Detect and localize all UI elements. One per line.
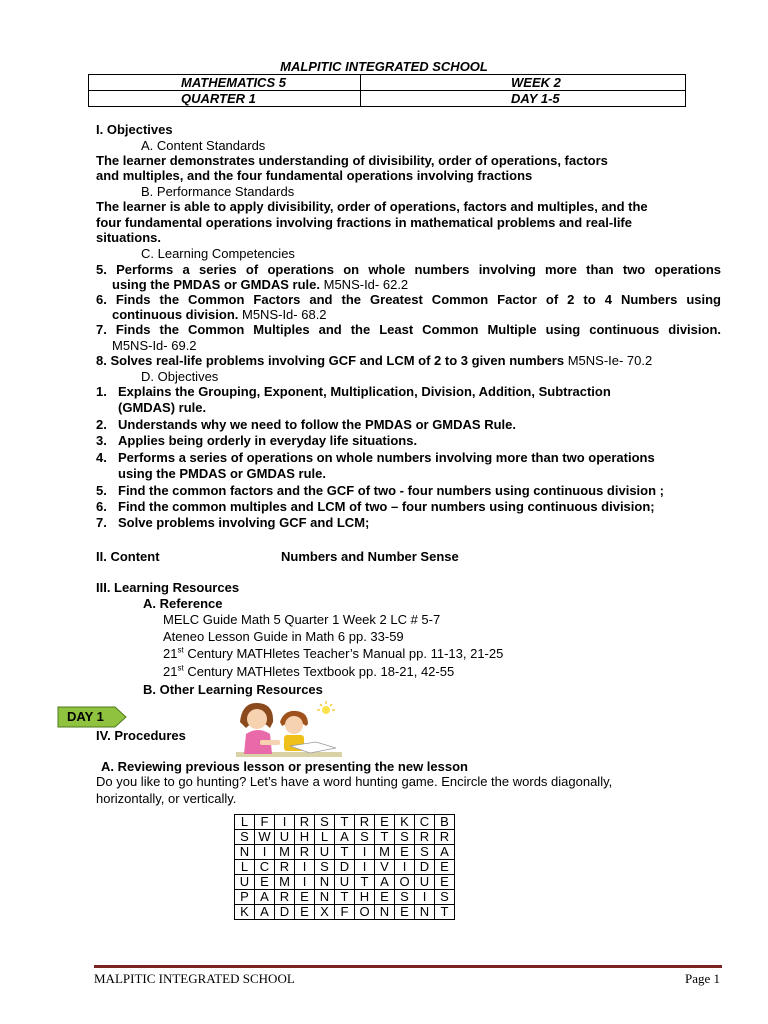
objective-5: Find the common factors and the GCF of two - four numbers using continuous division ; [118, 483, 664, 498]
objective-3-number: 3. [96, 433, 107, 448]
objectives-d-label: D. Objectives [141, 369, 219, 384]
grid-cell[interactable]: M [275, 845, 295, 860]
content-value: Numbers and Number Sense [281, 549, 459, 564]
competency-7-code: M5NS-Id- 69.2 [112, 338, 197, 353]
resources-heading: III. Learning Resources [96, 580, 240, 595]
reference-3 [163, 646, 503, 661]
school-title: MALPITIC INTEGRATED SCHOOL [280, 59, 488, 74]
content-standards-line-2: and multiples, and the four fundamental operations involving fractions [96, 168, 533, 183]
grid-cell[interactable]: T [335, 815, 355, 830]
grid-row [235, 875, 455, 890]
reference-2: Ateneo Lesson Guide in Math 6 pp. 33-59 [163, 629, 404, 644]
reference-4-num: 21 [163, 664, 178, 679]
reference-4 [163, 664, 454, 679]
grid-cell[interactable]: I [355, 845, 375, 860]
grid-cell[interactable]: R [275, 860, 295, 875]
competency-5-line-1: 5. Performs a series of operations on whole numbers involving more than two operations [96, 262, 721, 277]
grid-cell[interactable]: E [375, 890, 395, 905]
grid-cell[interactable]: R [275, 890, 295, 905]
grid-cell[interactable]: D [335, 860, 355, 875]
objective-6-number: 6. [96, 499, 107, 514]
objective-4-line-1: Performs a series of operations on whole numbers involving more than two operations [118, 450, 655, 465]
subject-cell: MATHEMATICS 5 [89, 75, 361, 91]
objectives-heading: I. Objectives [96, 122, 173, 137]
grid-cell[interactable]: A [375, 875, 395, 890]
performance-line-2: four fundamental operations involving fractions in mathematical problems and real-life [96, 215, 632, 230]
grid-cell[interactable]: A [255, 905, 275, 920]
footer-rule [94, 965, 722, 968]
footer-page-number: Page 1 [684, 971, 720, 986]
grid-cell[interactable]: H [295, 830, 315, 845]
reference-1: MELC Guide Math 5 Quarter 1 Week 2 LC # 5-7 [163, 612, 441, 627]
performance-line-3: situations. [96, 230, 162, 245]
competency-5-text: using the PMDAS or GMDAS rule. [112, 277, 321, 292]
word-hunt-grid [234, 814, 455, 920]
grid-cell[interactable]: E [395, 845, 415, 860]
reference-label: A. Reference [143, 596, 223, 611]
day-badge [57, 706, 127, 728]
grid-cell[interactable]: I [295, 875, 315, 890]
grid-cell[interactable]: E [295, 890, 315, 905]
grid-cell[interactable]: E [435, 875, 455, 890]
competency-6-line-2 [112, 307, 327, 322]
grid-row [235, 830, 455, 845]
grid-cell[interactable]: X [315, 905, 335, 920]
grid-cell[interactable]: F [335, 905, 355, 920]
grid-cell[interactable]: A [335, 830, 355, 845]
grid-cell[interactable]: E [255, 875, 275, 890]
grid-cell[interactable]: C [255, 860, 275, 875]
objective-2-number: 2. [96, 417, 107, 432]
objective-3: Applies being orderly in everyday life situations. [118, 433, 418, 448]
objective-5-number: 5. [96, 483, 107, 498]
objective-6: Find the common multiples and LCM of two – four numbers using continuous division; [118, 499, 655, 514]
reference-3-text: Century MATHletes Teacher’s Manual pp. 11-13, 21-25 [183, 646, 504, 661]
competency-5-line-2 [112, 277, 408, 292]
quarter-cell: QUARTER 1 [89, 91, 361, 107]
grid-cell[interactable]: I [395, 860, 415, 875]
competency-8-code: M5NS-Ie- 70.2 [564, 353, 653, 368]
objective-4-number: 4. [96, 450, 107, 465]
competency-8-line [96, 353, 652, 368]
grid-cell[interactable]: E [295, 905, 315, 920]
competency-7-line-1: 7. Finds the Common Multiples and the Least Common Multiple using continuous division. [96, 322, 721, 337]
grid-cell[interactable]: T [335, 845, 355, 860]
grid-cell[interactable]: E [435, 860, 455, 875]
grid-cell[interactable]: W [255, 830, 275, 845]
grid-cell[interactable]: D [415, 860, 435, 875]
day-badge-label: DAY 1 [67, 709, 104, 724]
grid-cell[interactable]: I [255, 845, 275, 860]
competency-6-code: M5NS-Id- 68.2 [238, 307, 327, 322]
grid-cell[interactable]: S [395, 830, 415, 845]
grid-cell[interactable]: R [295, 845, 315, 860]
grid-cell[interactable]: U [315, 845, 335, 860]
grid-cell[interactable]: C [415, 815, 435, 830]
content-standards-line-1: The learner demonstrates understanding of divisibility, order of operations, factors [96, 153, 608, 168]
grid-cell[interactable]: L [235, 815, 255, 830]
objective-1-number: 1. [96, 384, 107, 399]
competency-6-line-1: 6. Finds the Common Factors and the Greatest Common Factor of 2 to 4 Numbers using [96, 292, 721, 307]
objective-2: Understands why we need to follow the PMDAS or GMDAS Rule. [118, 417, 516, 432]
reference-3-sup: st [177, 645, 184, 655]
objective-1-line-2: (GMDAS) rule. [118, 400, 207, 415]
grid-row [235, 845, 455, 860]
grid-cell[interactable]: P [235, 890, 255, 905]
grid-cell[interactable]: V [375, 860, 395, 875]
grid-row [235, 815, 455, 830]
procedure-intro-line-1: Do you like to go hunting? Let’s have a word hunting game. Encircle the words diagonally, [96, 774, 613, 789]
grid-cell[interactable]: U [415, 875, 435, 890]
competency-8-text: 8. Solves real-life problems involving GCF and LCM of 2 to 3 given numbers [96, 353, 565, 368]
grid-cell[interactable]: S [315, 860, 335, 875]
performance-standards-label: B. Performance Standards [141, 184, 295, 199]
grid-cell[interactable]: R [435, 830, 455, 845]
content-heading: II. Content [96, 549, 160, 564]
content-standards-label: A. Content Standards [141, 138, 266, 153]
grid-cell[interactable]: N [375, 905, 395, 920]
grid-cell[interactable]: M [275, 875, 295, 890]
grid-row [235, 860, 455, 875]
reference-4-text: Century MATHletes Textbook pp. 18-21, 42-55 [183, 664, 455, 679]
grid-cell[interactable]: E [395, 905, 415, 920]
grid-cell[interactable]: O [355, 905, 375, 920]
grid-cell[interactable]: R [355, 815, 375, 830]
grid-cell[interactable]: H [355, 890, 375, 905]
footer-school: MALPITIC INTEGRATED SCHOOL [94, 971, 295, 986]
grid-cell[interactable]: A [435, 845, 455, 860]
grid-cell[interactable]: L [315, 830, 335, 845]
grid-cell[interactable]: F [255, 815, 275, 830]
objective-1-line-1: Explains the Grouping, Exponent, Multiplication, Division, Addition, Subtraction [118, 384, 611, 399]
grid-cell[interactable]: I [415, 890, 435, 905]
grid-cell[interactable]: R [295, 815, 315, 830]
reference-4-sup: st [177, 663, 184, 673]
competency-6-text: continuous division. [112, 307, 239, 322]
grid-cell[interactable]: A [255, 890, 275, 905]
procedures-heading: IV. Procedures [96, 728, 186, 743]
grid-row [235, 890, 455, 905]
grid-cell[interactable]: S [235, 830, 255, 845]
objective-4-line-2: using the PMDAS or GMDAS rule. [118, 466, 327, 481]
objective-7: Solve problems involving GCF and LCM; [118, 515, 370, 530]
grid-cell[interactable]: K [395, 815, 415, 830]
grid-cell[interactable]: I [275, 815, 295, 830]
reference-3-num: 21 [163, 646, 178, 661]
grid-cell[interactable]: M [375, 845, 395, 860]
grid-cell[interactable]: L [235, 860, 255, 875]
grid-cell[interactable]: E [375, 815, 395, 830]
mother-child-illustration-icon [236, 700, 342, 758]
grid-cell[interactable]: T [435, 905, 455, 920]
grid-cell[interactable]: D [275, 905, 295, 920]
grid-cell[interactable]: R [415, 830, 435, 845]
grid-cell[interactable]: U [235, 875, 255, 890]
grid-row [235, 905, 455, 920]
grid-cell[interactable]: U [275, 830, 295, 845]
other-resources-label: B. Other Learning Resources [143, 682, 323, 697]
grid-cell[interactable]: I [295, 860, 315, 875]
grid-cell[interactable]: T [355, 875, 375, 890]
grid-cell[interactable]: T [375, 830, 395, 845]
grid-cell[interactable]: I [355, 860, 375, 875]
grid-cell[interactable]: N [315, 890, 335, 905]
grid-cell[interactable]: N [315, 875, 335, 890]
grid-cell[interactable]: T [335, 890, 355, 905]
grid-cell[interactable]: S [435, 890, 455, 905]
grid-cell[interactable]: S [315, 815, 335, 830]
objective-7-number: 7. [96, 515, 107, 530]
grid-cell[interactable]: K [235, 905, 255, 920]
grid-cell[interactable]: B [435, 815, 455, 830]
grid-cell[interactable]: N [235, 845, 255, 860]
week-cell: WEEK 2 [361, 75, 686, 91]
grid-cell[interactable]: S [415, 845, 435, 860]
grid-cell[interactable]: N [415, 905, 435, 920]
procedure-a-label: A. Reviewing previous lesson or presenting the new lesson [101, 759, 468, 774]
grid-cell[interactable]: S [395, 890, 415, 905]
grid-cell[interactable]: U [335, 875, 355, 890]
header-table [88, 74, 686, 107]
procedure-intro-line-2: horizontally, or vertically. [96, 791, 237, 806]
days-cell: DAY 1-5 [361, 91, 686, 107]
performance-line-1: The learner is able to apply divisibility, order of operations, factors and multiples, and the [96, 199, 648, 214]
grid-cell[interactable]: S [355, 830, 375, 845]
competencies-label: C. Learning Competencies [141, 246, 295, 261]
competency-5-code: M5NS-Id- 62.2 [320, 277, 409, 292]
grid-cell[interactable]: O [395, 875, 415, 890]
